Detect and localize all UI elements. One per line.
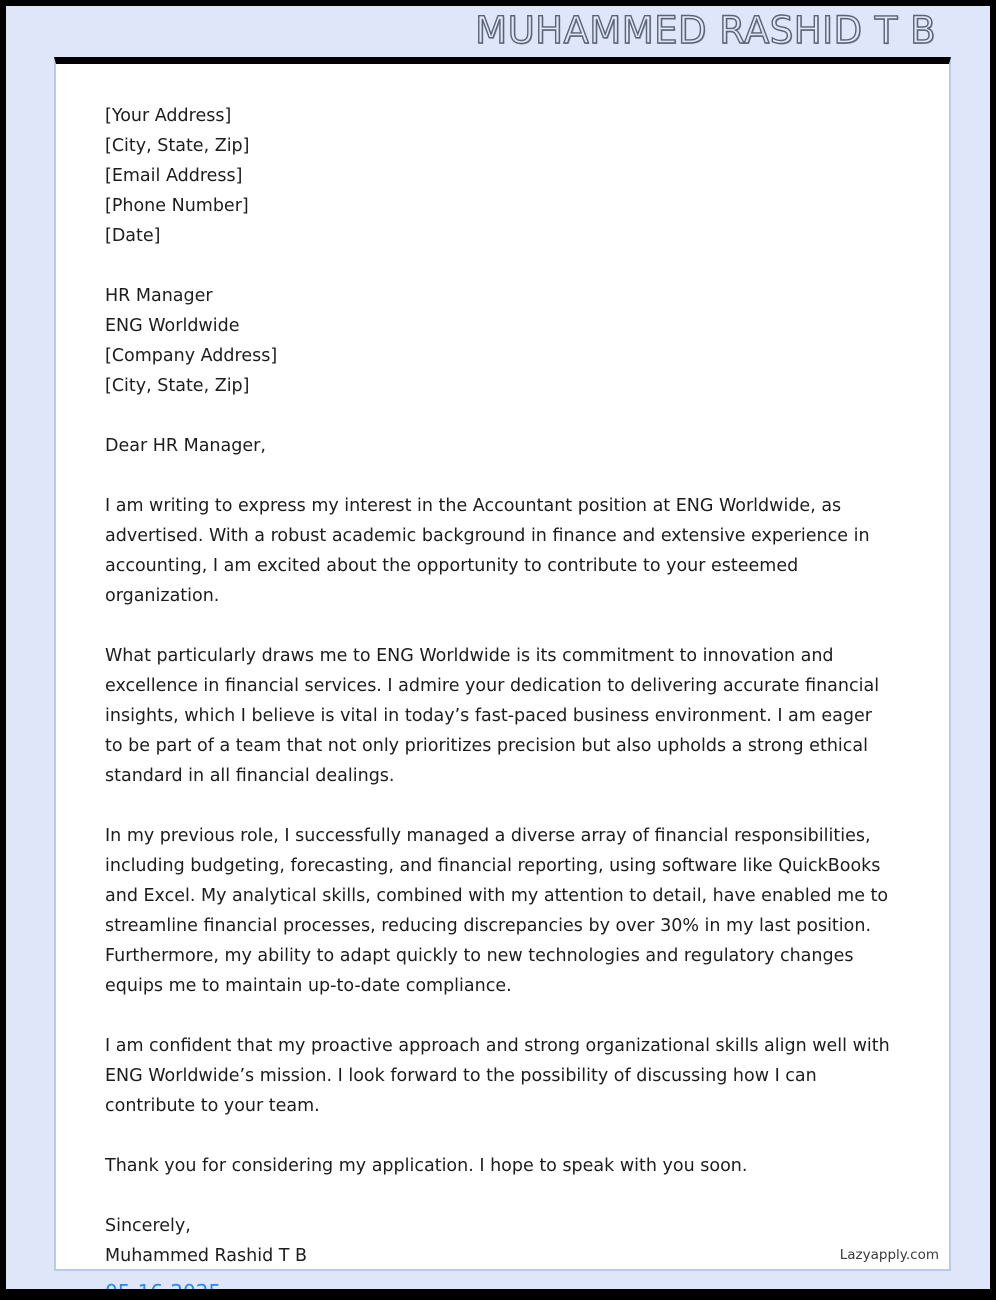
recipient-address-line: [Company Address]: [105, 346, 278, 366]
spacer: [105, 461, 915, 491]
sender-address-line: [Email Address]: [105, 166, 243, 186]
spacer: [105, 251, 915, 281]
letter-sheet: [54, 57, 951, 1271]
page-bottom-bar: [6, 1289, 990, 1300]
spacer: [105, 611, 915, 641]
recipient-address-block: [105, 281, 915, 401]
closing-salutation: Sincerely,: [105, 1216, 191, 1236]
document-header: [6, 6, 990, 54]
letter-paragraph: In my previous role, I successfully managed a diverse array of financial responsibilities, including budgeting, forecasting, and financial reporting, using software like QuickBooks and Excel. My analytical skills, combined with my attention to detail, have enabled me to streamline financial processes, reducing discrepancies by over 30% in my last position. Furthermore, my ability to adapt quickly to new technologies and regulatory changes equips me to maintain up-to-date compliance.: [105, 826, 889, 996]
letter-paragraph: I am writing to express my interest in the Accountant position at ENG Worldwide, as advertised. With a robust academic background in finance and extensive experience in accounting, I am excited about the opportunity to contribute to your esteemed organization.: [105, 496, 870, 606]
letter-paragraph: Thank you for considering my application. I hope to speak with you soon.: [105, 1156, 748, 1176]
spacer: [105, 1001, 915, 1031]
sender-address-line: [Phone Number]: [105, 196, 249, 216]
spacer: [105, 1121, 915, 1151]
sender-address-line: [Your Address]: [105, 106, 232, 126]
spacer: [105, 401, 915, 431]
recipient-address-line: ENG Worldwide: [105, 316, 240, 336]
recipient-address-line: [City, State, Zip]: [105, 376, 250, 396]
salutation: Dear HR Manager,: [105, 436, 266, 456]
sender-address-line: [City, State, Zip]: [105, 136, 250, 156]
letter-body: [105, 101, 915, 1271]
brand-watermark: Lazyapply.com: [839, 1247, 939, 1263]
spacer: [105, 791, 915, 821]
signature-name: Muhammed Rashid T B: [105, 1246, 308, 1266]
page-title: MUHAMMED RASHID T B: [475, 8, 936, 52]
letter-paragraph: I am confident that my proactive approach and strong organizational skills align well with ENG Worldwide’s mission. I look forward to the possibility of discussing how I can contribute to your team.: [105, 1036, 890, 1116]
recipient-address-line: HR Manager: [105, 286, 213, 306]
letter-paragraph: What particularly draws me to ENG Worldwide is its commitment to innovation and excellence in financial services. I admire your dedication to delivering accurate financial insights, which I believe is vital in today’s fast-paced business environment. I am eager to be part of a team that not only prioritizes precision but also upholds a strong ethical standard in all financial dealings.: [105, 646, 880, 786]
spacer: [105, 1181, 915, 1211]
sender-address-line: [Date]: [105, 226, 161, 246]
sender-address-block: [105, 101, 915, 251]
